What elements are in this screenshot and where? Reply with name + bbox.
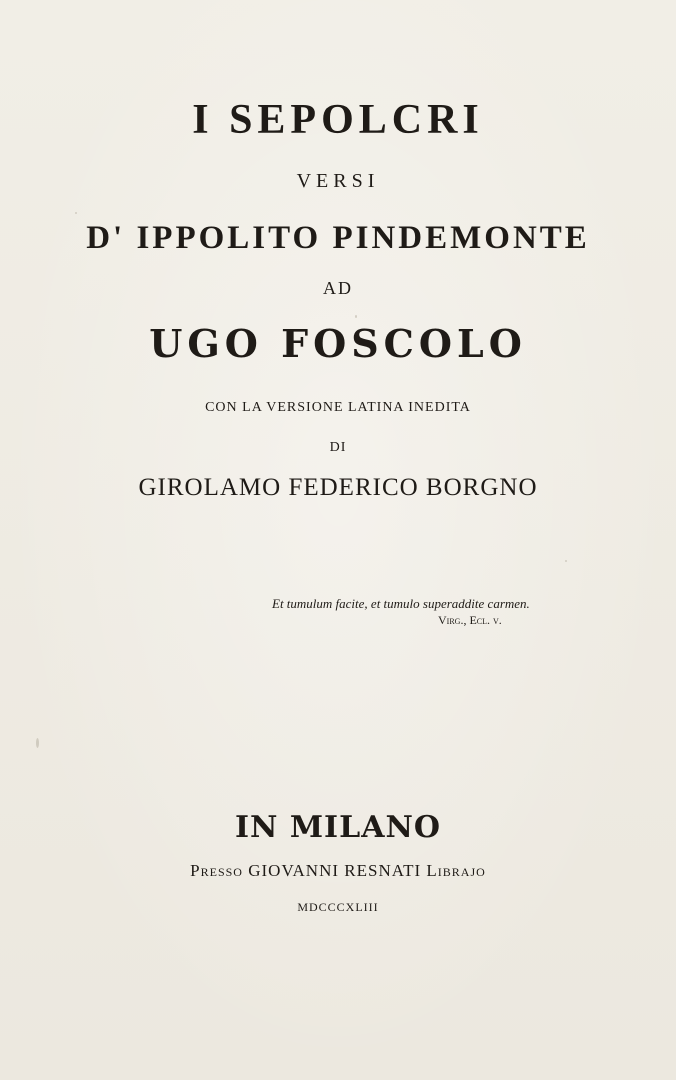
paper-speck (36, 738, 39, 748)
book-subtitle: VERSI (296, 170, 380, 192)
translator-name: GIROLAMO FEDERICO BORGNO (138, 474, 538, 501)
epigraph-source: Virg., Ecl. v. (438, 613, 502, 627)
book-title: I SEPOLCRI (192, 97, 484, 143)
imprint-presso: Presso (190, 861, 243, 880)
imprint-year: MDCCCXLIII (297, 900, 379, 914)
epigraph-quote: Et tumulum facite, et tumulo superaddite carmen. (272, 596, 530, 611)
dedication-preposition: AD (323, 278, 353, 298)
imprint-publisher-line (0, 861, 676, 881)
imprint-trade: Librajo (426, 861, 486, 880)
paper-speck (75, 212, 77, 214)
imprint-publisher: GIOVANNI RESNATI (248, 861, 422, 880)
paper-speck (565, 560, 567, 562)
translator-preposition: DI (329, 440, 347, 455)
paper-speck (355, 315, 357, 318)
dedicatee-name: UGO FOSCOLO (149, 321, 527, 366)
author-name: D' IPPOLITO PINDEMONTE (86, 220, 590, 256)
imprint-city: IN MILANO (234, 810, 442, 845)
translation-note: CON LA VERSIONE LATINA INEDITA (205, 400, 471, 415)
